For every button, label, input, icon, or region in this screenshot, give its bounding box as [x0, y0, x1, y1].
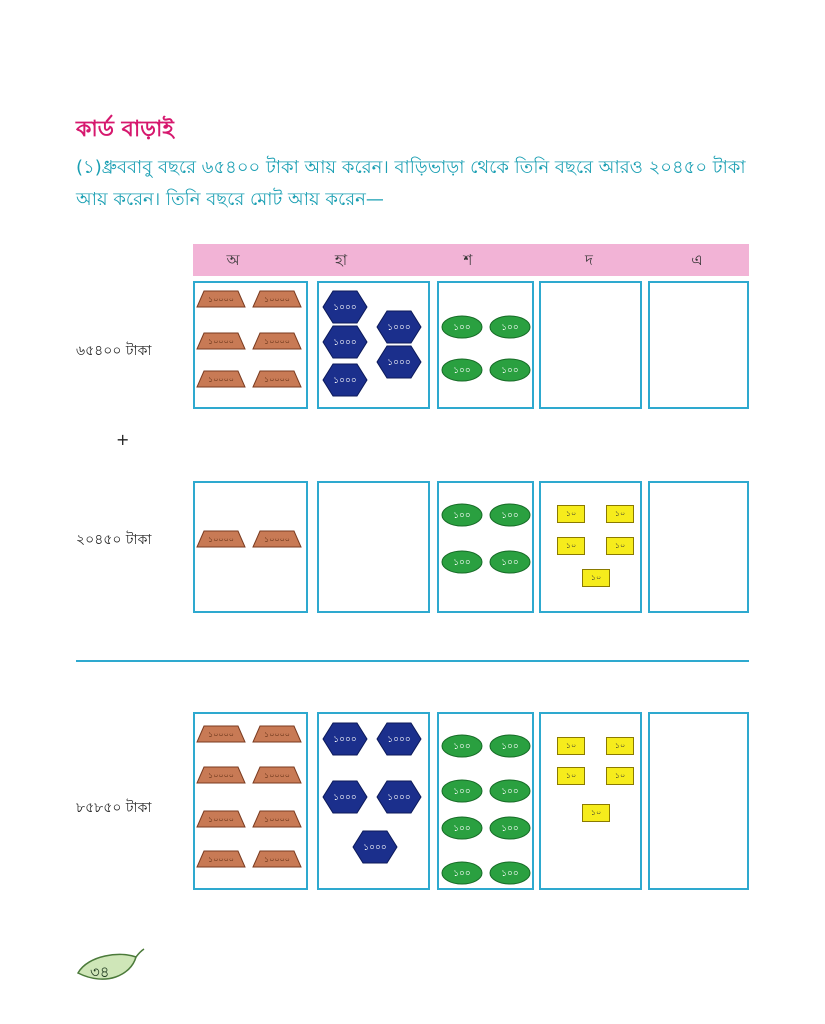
thousand-card [322, 780, 368, 814]
ten-card [606, 505, 634, 523]
card-value: ১০০০ [387, 792, 411, 803]
hundred-card [489, 816, 531, 840]
ten-thousand-card [252, 850, 302, 868]
card-value: ১০০ [501, 786, 519, 797]
hundred-card [489, 358, 531, 382]
card-value: ১০০০০ [208, 729, 234, 739]
hundred-card [489, 861, 531, 885]
card-value: ১০০০ [363, 842, 387, 853]
card-value: ১০০ [453, 365, 471, 376]
hundred-card [489, 503, 531, 527]
ten-thousand-card [252, 370, 302, 388]
thousand-card [352, 830, 398, 864]
ten-thousand-card [196, 725, 246, 743]
hundred-card [489, 734, 531, 758]
thousand-card [376, 780, 422, 814]
row3-box-e [648, 712, 749, 890]
ten-card [582, 569, 610, 587]
card-value: ১০০ [501, 510, 519, 521]
hundred-card [441, 816, 483, 840]
column-header-a: অ [226, 251, 240, 269]
leaf-icon [76, 945, 146, 990]
row-label-1: ৬৫৪০০ টাকা [76, 343, 152, 359]
card-value: ১০ [565, 770, 577, 780]
card-value: ১০ [565, 740, 577, 750]
card-value: ১০০ [453, 557, 471, 568]
page-title: কার্ড বাড়াই [76, 117, 174, 142]
sum-divider-line [76, 660, 749, 662]
card-value: ১০০০০ [208, 534, 234, 544]
ten-card [557, 505, 585, 523]
ten-card [582, 804, 610, 822]
thousand-card [322, 290, 368, 324]
card-value: ১০০০ [387, 357, 411, 368]
column-header-sh: শ [463, 251, 473, 269]
card-value: ১০০০০ [208, 770, 234, 780]
card-value: ১০০ [453, 786, 471, 797]
ten-thousand-card [252, 810, 302, 828]
hundred-card [441, 779, 483, 803]
card-value: ১০০০ [387, 322, 411, 333]
card-value: ১০ [614, 540, 626, 550]
ten-thousand-card [196, 530, 246, 548]
ten-thousand-card [196, 370, 246, 388]
card-value: ১০ [614, 508, 626, 518]
card-value: ১০০০০ [264, 729, 290, 739]
card-value: ১০০ [501, 823, 519, 834]
card-value: ১০০০ [333, 337, 357, 348]
row1-box-sh [437, 281, 534, 409]
card-value: ১০ [565, 508, 577, 518]
ten-thousand-card [196, 332, 246, 350]
card-value: ১০০ [501, 557, 519, 568]
ten-thousand-card [252, 766, 302, 784]
card-value: ১০০০ [333, 734, 357, 745]
card-value: ১০০০০ [208, 854, 234, 864]
card-value: ১০০০০ [264, 294, 290, 304]
card-value: ১০ [590, 807, 602, 817]
card-value: ১০০০ [333, 792, 357, 803]
card-value: ১০০০০ [208, 336, 234, 346]
column-header-bar [193, 244, 749, 276]
hundred-card [441, 358, 483, 382]
card-value: ১০০ [453, 868, 471, 879]
card-value: ১০০ [453, 510, 471, 521]
row1-box-d [539, 281, 642, 409]
card-value: ১০০০০ [208, 294, 234, 304]
page-number: ৩৪ [90, 963, 110, 981]
column-header-ha: হা [334, 251, 348, 269]
column-header-d: দ [585, 251, 593, 269]
hundred-card [441, 734, 483, 758]
card-value: ১০০০ [333, 375, 357, 386]
card-value: ১০০০০ [264, 534, 290, 544]
hundred-card [441, 861, 483, 885]
card-value: ১০০০০ [264, 374, 290, 384]
card-value: ১০০০০ [264, 854, 290, 864]
plus-sign: + [116, 430, 130, 449]
hundred-card [441, 503, 483, 527]
card-value: ১০০০ [387, 734, 411, 745]
hundred-card [489, 779, 531, 803]
card-value: ১০০ [453, 741, 471, 752]
card-value: ১০০ [453, 322, 471, 333]
hundred-card [441, 550, 483, 574]
ten-thousand-card [252, 530, 302, 548]
card-value: ১০ [614, 770, 626, 780]
card-value: ১০০ [501, 365, 519, 376]
card-value: ১০ [565, 540, 577, 550]
ten-card [606, 737, 634, 755]
card-value: ১০০ [453, 823, 471, 834]
ten-thousand-card [196, 850, 246, 868]
ten-thousand-card [196, 810, 246, 828]
row2-box-e [648, 481, 749, 613]
card-value: ১০০ [501, 322, 519, 333]
thousand-card [322, 722, 368, 756]
card-value: ১০ [590, 572, 602, 582]
card-value: ১০০০০ [208, 814, 234, 824]
card-value: ১০০ [501, 868, 519, 879]
row2-box-ha [317, 481, 430, 613]
card-value: ১০০০০ [208, 374, 234, 384]
thousand-card [322, 363, 368, 397]
ten-thousand-card [196, 766, 246, 784]
ten-card [606, 537, 634, 555]
thousand-card [376, 345, 422, 379]
column-header-e: এ [691, 251, 703, 269]
thousand-card [376, 722, 422, 756]
ten-card [557, 537, 585, 555]
card-value: ১০০০০ [264, 336, 290, 346]
card-value: ১০০০০ [264, 814, 290, 824]
ten-thousand-card [252, 725, 302, 743]
page-number-leaf [76, 945, 146, 990]
hundred-card [441, 315, 483, 339]
card-value: ১০০০ [333, 302, 357, 313]
card-value: ১০০০০ [264, 770, 290, 780]
ten-thousand-card [252, 332, 302, 350]
ten-thousand-card [252, 290, 302, 308]
row2-box-sh [437, 481, 534, 613]
ten-card [557, 767, 585, 785]
ten-card [606, 767, 634, 785]
hundred-card [489, 315, 531, 339]
problem-text: (১)ধ্রুববাবু বছরে ৬৫৪০০ টাকা আয় করেন। বাড়িভাড়া থেকে তিনি বছরে আরও ২০৪৫০ টাকা আয় করেন। তিনি বছরে মোট আয় করেন— [76, 157, 746, 210]
ten-card [557, 737, 585, 755]
thousand-card [376, 310, 422, 344]
card-value: ১০ [614, 740, 626, 750]
thousand-card [322, 325, 368, 359]
ten-thousand-card [196, 290, 246, 308]
card-value: ১০০ [501, 741, 519, 752]
hundred-card [489, 550, 531, 574]
row-label-2: ২০৪৫০ টাকা [76, 532, 152, 548]
row1-box-e [648, 281, 749, 409]
row-label-3: ৮৫৮৫০ টাকা [76, 800, 152, 816]
